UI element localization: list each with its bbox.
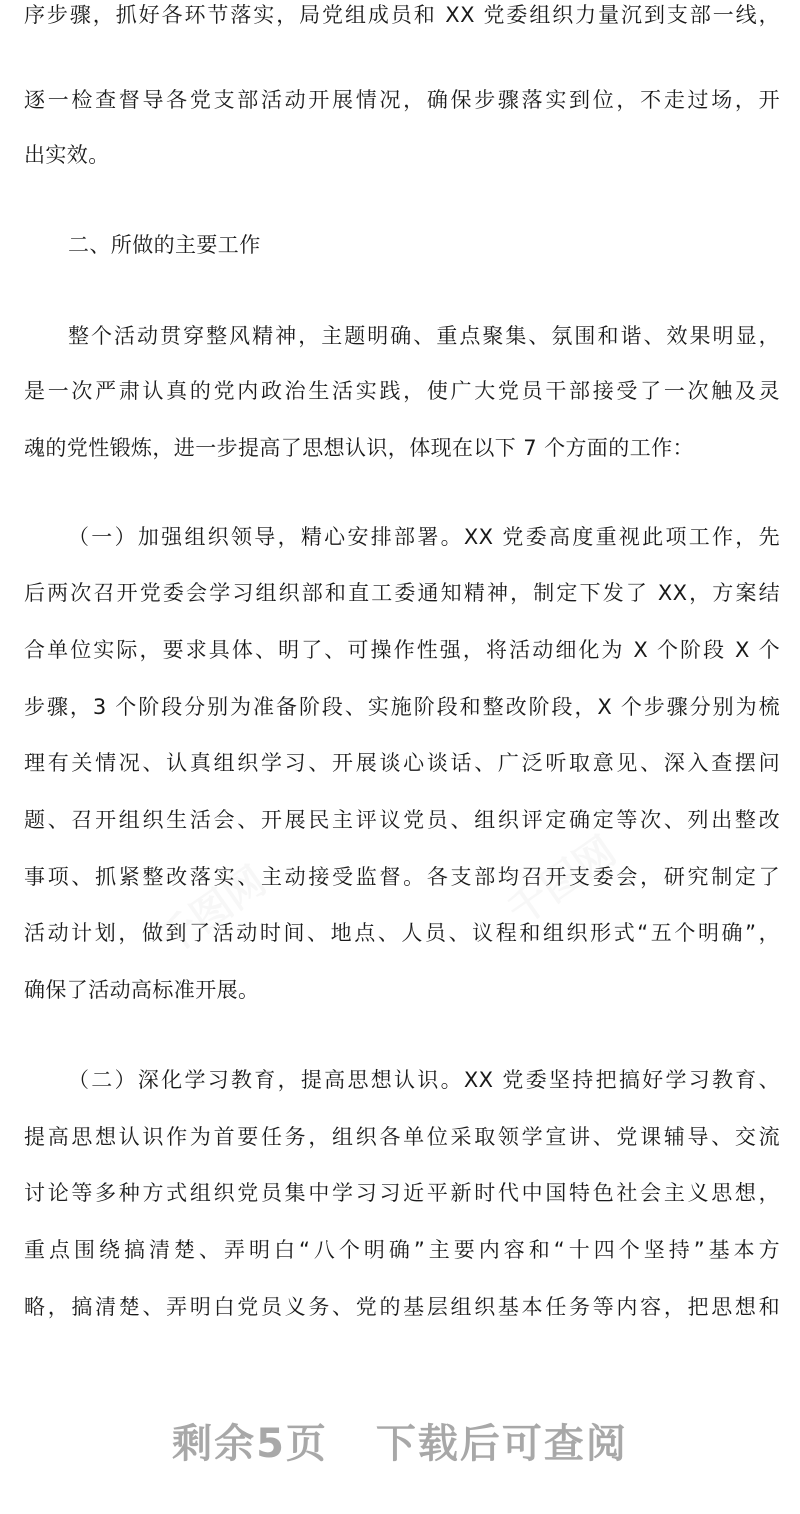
- download-prompt[interactable]: [0, 1412, 800, 1469]
- body-line: 逐一检查督导各党支部活动开展情况，确保步骤落实到位，不走过场，开: [24, 88, 780, 112]
- body-line: 略，搞清楚、弄明白党员义务、党的基层组织基本任务等内容，把思想和: [24, 1295, 780, 1319]
- body-line: 活动计划，做到了活动时间、地点、人员、议程和组织形式“五个明确”，: [24, 921, 780, 945]
- body-line: 合单位实际，要求具体、明了、可操作性强，将活动细化为 X 个阶段 X 个: [24, 638, 780, 662]
- body-line: 重点围绕搞清楚、弄明白“八个明确”主要内容和“十四个坚持”基本方: [24, 1238, 780, 1262]
- watermark: 千图网: [149, 858, 275, 965]
- body-line: 后两次召开党委会学习组织部和直工委通知精神，制定下发了 XX，方案结: [24, 581, 780, 605]
- body-line: 提高思想认识作为首要任务，组织各单位采取领学宣讲、党课辅导、交流: [24, 1125, 780, 1149]
- section-heading: 二、所做的主要工作: [68, 233, 261, 257]
- paragraph-first-line: （一）加强组织领导，精心安排部署。XX 党委高度重视此项工作，先: [68, 525, 780, 549]
- paragraph-first-line: 整个活动贯穿整风精神，主题明确、重点聚集、氛围和谐、效果明显，: [68, 324, 780, 348]
- body-line: 魂的党性锻炼，进一步提高了思想认识，体现在以下 7 个方面的工作：: [24, 436, 694, 460]
- body-line: 讨论等多种方式组织党员集中学习习近平新时代中国特色社会主义思想，: [24, 1181, 780, 1205]
- body-line: 题、召开组织生活会、开展民主评议党员、组织评定确定等次、列出整改: [24, 808, 780, 832]
- body-line: 确保了活动高标准开展。: [24, 978, 260, 1002]
- body-line: 事项、抓紧整改落实、主动接受监督。各支部均召开支委会，研究制定了: [24, 865, 780, 889]
- watermark: 千图网: [499, 828, 625, 935]
- body-line: 理有关情况、认真组织学习、开展谈心谈话、广泛听取意见、深入查摆问: [24, 751, 780, 775]
- body-line: 步骤，3 个阶段分别为准备阶段、实施阶段和整改阶段，X 个步骤分别为梳: [24, 695, 780, 719]
- paragraph-first-line: （二）深化学习教育，提高思想认识。XX 党委坚持把搞好学习教育、: [68, 1068, 780, 1092]
- download-to-view-label: 下载后可查阅: [375, 1421, 628, 1467]
- remaining-pages-label: 剩余5页: [172, 1421, 328, 1467]
- body-line: 出实效。: [24, 143, 110, 167]
- body-line: 序步骤，抓好各环节落实，局党组成员和 XX 党委组织力量沉到支部一线，: [24, 3, 780, 27]
- body-line: 是一次严肃认真的党内政治生活实践，使广大党员干部接受了一次触及灵: [24, 379, 780, 403]
